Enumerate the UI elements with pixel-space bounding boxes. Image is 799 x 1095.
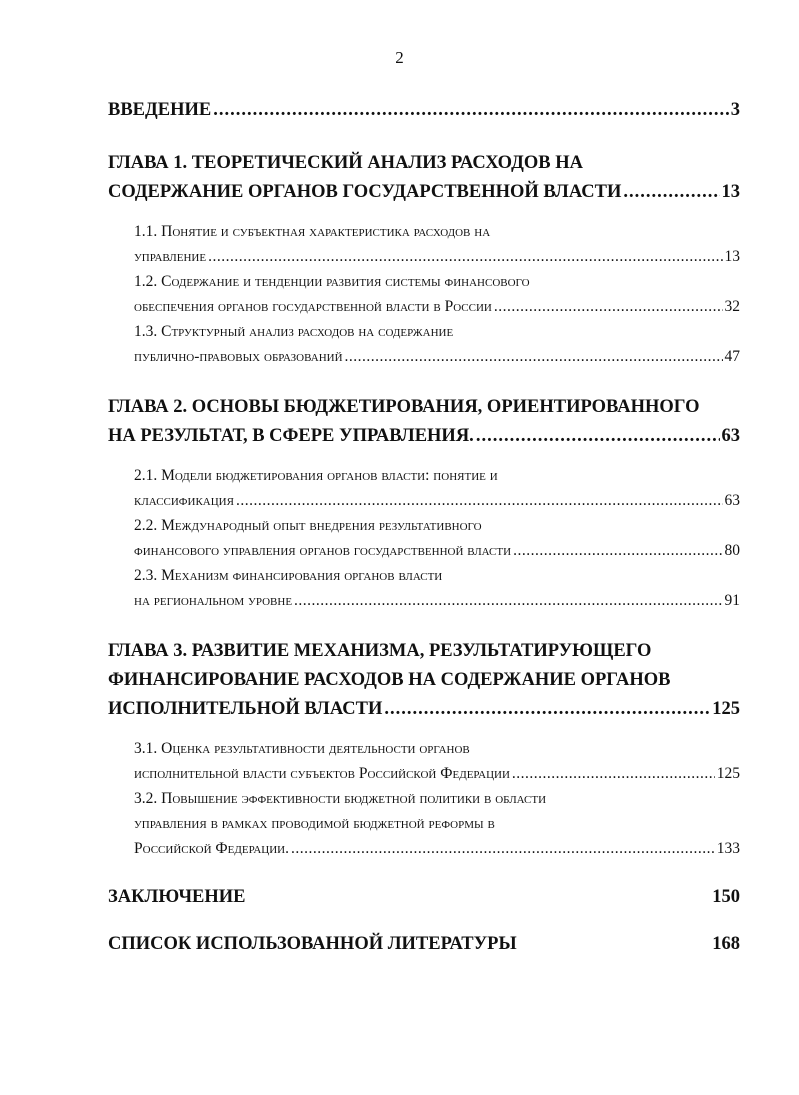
section-title-text: Российской Федерации. <box>134 840 289 857</box>
toc-section-2-3[interactable] <box>108 563 740 613</box>
toc-page-number: 63 <box>721 426 740 446</box>
section-title-line: 1.3. Структурный анализ расходов на содержание <box>134 323 454 340</box>
toc-page-number: 3 <box>730 100 740 120</box>
toc-page-number: 13 <box>721 182 740 202</box>
chapter-title-line[interactable]: ГЛАВА 1. ТЕОРЕТИЧЕСКИЙ АНАЛИЗ РАСХОДОВ НА <box>108 153 583 173</box>
chapter-title-last-line[interactable] <box>108 422 740 451</box>
toc-entry-title: ЗАКЛЮЧЕНИЕ <box>108 887 246 907</box>
toc-section-3-1[interactable] <box>108 736 740 786</box>
toc-chapter-3 <box>108 637 740 861</box>
dot-leader <box>208 244 722 269</box>
toc-page-number: 125 <box>712 699 740 719</box>
section-title-line: 1.2. Содержание и тенденции развития системы финансового <box>134 273 530 290</box>
toc-entry-title: ВВЕДЕНИЕ <box>108 100 212 120</box>
chapter-title-line[interactable]: ГЛАВА 2. ОСНОВЫ БЮДЖЕТИРОВАНИЯ, ОРИЕНТИРОВАННОГО <box>108 397 700 417</box>
chapter-title-last-line[interactable] <box>108 695 740 724</box>
section-title-text: управление <box>134 248 207 265</box>
toc-entry-title: СПИСОК ИСПОЛЬЗОВАННОЙ ЛИТЕРАТУРЫ <box>108 934 517 954</box>
page-number: 2 <box>395 48 404 67</box>
section-title-text: исполнительной власти субъектов Российской Федерации <box>134 765 510 782</box>
chapter-title-last-line[interactable] <box>108 178 740 207</box>
chapter-title-text: НА РЕЗУЛЬТАТ, В СФЕРЕ УПРАВЛЕНИЯ. <box>108 426 474 446</box>
toc-page-number: 150 <box>712 887 740 907</box>
toc-section-2-1[interactable] <box>108 463 740 513</box>
section-title-text: финансового управления органов государственной власти <box>134 542 512 559</box>
dot-leader <box>476 422 720 451</box>
dot-leader <box>623 178 719 207</box>
section-title-text: классификация <box>134 492 234 509</box>
toc-page-number: 13 <box>724 248 740 265</box>
dot-leader <box>291 836 715 861</box>
dot-leader <box>512 761 715 786</box>
section-title-line: 2.1. Модели бюджетирования органов власти: понятие и <box>134 467 498 484</box>
chapter-title-text: СОДЕРЖАНИЕ ОРГАНОВ ГОСУДАРСТВЕННОЙ ВЛАСТИ <box>108 182 622 202</box>
toc-chapter-2 <box>108 393 740 613</box>
chapter-title-line[interactable]: ФИНАНСИРОВАНИЕ РАСХОДОВ НА СОДЕРЖАНИЕ ОРГАНОВ <box>108 670 671 690</box>
toc-page-number: 47 <box>724 348 740 365</box>
section-title-text: публично-правовых образований <box>134 348 343 365</box>
toc-page-number: 80 <box>724 542 740 559</box>
toc-page-number: 32 <box>724 298 740 315</box>
section-title-text: обеспечения органов государственной власти в России <box>134 298 492 315</box>
toc-page-number: 63 <box>724 492 740 509</box>
section-title-line: 2.3. Механизм финансирования органов власти <box>134 567 443 584</box>
toc-page-number: 133 <box>716 840 740 857</box>
chapter-title-text: ИСПОЛНИТЕЛЬНОЙ ВЛАСТИ <box>108 699 383 719</box>
toc-chapter-1 <box>108 149 740 369</box>
dot-leader <box>213 96 729 125</box>
section-title-line: управления в рамках проводимой бюджетной реформы в <box>134 815 495 832</box>
dot-leader <box>384 695 710 724</box>
toc-entry-intro[interactable] <box>108 96 740 125</box>
toc-entry-bibliography[interactable] <box>108 934 740 955</box>
toc-section-3-2[interactable] <box>108 786 740 861</box>
toc-page-number: 125 <box>716 765 740 782</box>
dot-leader <box>345 344 723 369</box>
dot-leader <box>236 488 723 513</box>
toc-entry-conclusion[interactable] <box>108 887 740 908</box>
dot-leader <box>494 294 723 319</box>
toc-page-number: 91 <box>724 592 740 609</box>
section-title-line: 3.2. Повышение эффективности бюджетной политики в области <box>134 790 547 807</box>
toc-section-2-2[interactable] <box>108 513 740 563</box>
section-title-line: 2.2. Международный опыт внедрения результативного <box>134 517 482 534</box>
dot-leader <box>513 538 722 563</box>
dot-leader <box>294 588 722 613</box>
toc-page-number: 168 <box>712 934 740 954</box>
toc-section-1-2[interactable] <box>108 269 740 319</box>
section-title-line: 3.1. Оценка результативности деятельности органов <box>134 740 470 757</box>
chapter-title-line[interactable]: ГЛАВА 3. РАЗВИТИЕ МЕХАНИЗМА, РЕЗУЛЬТАТИРУЮЩЕГО <box>108 641 652 661</box>
section-title-line: 1.1. Понятие и субъектная характеристика расходов на <box>134 223 491 240</box>
toc-section-1-3[interactable] <box>108 319 740 369</box>
section-title-text: на региональном уровне <box>134 592 293 609</box>
table-of-contents <box>108 96 740 955</box>
toc-section-1-1[interactable] <box>108 219 740 269</box>
